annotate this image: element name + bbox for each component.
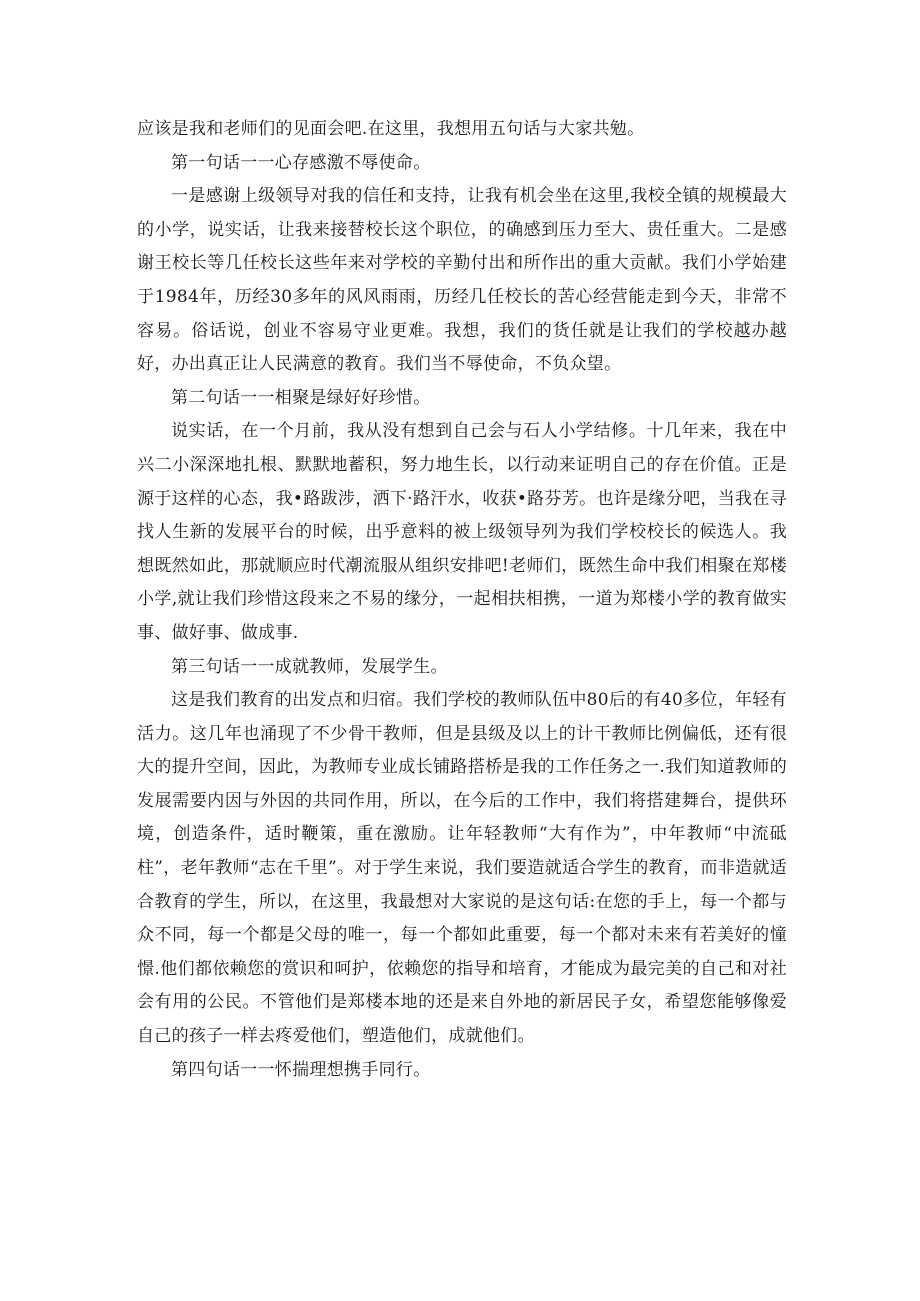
paragraph-destiny: 说实话，在一个月前，我从没有想到自己会与石人小学结修。十几年来，我在中兴二小深深地扎根、默默地蓄积，努力地生长，以行动来证明自己的存在价值。正是源于这样的心态，我•路跋涉，洒下·路汗水，收获•路芬芳。也许是缘分吧，当我在寻找人生新的发展平台的时候，出乎意料的被上级领导列为我们学校校长的候选人。我想既然如此，那就顺应时代潮流服从组织安排吧!老师们，既然生命中我们相聚在郑楼小学,就让我们珍惜这段来之不易的缘分，一起相扶相携，一道为郑楼小学的教育做实事、做好事、做成事. xyxy=(137,421,787,643)
heading-sentence-four: 第四句话一一怀揣理想携手同行。 xyxy=(171,1059,431,1080)
heading-sentence-two: 第二句话一一相聚是绿好好珍惜。 xyxy=(171,387,431,408)
paragraph-gratitude: 一是感谢上级领导对我的信任和支持，让我有机会坐在这里,我校全镇的规模最大的小学，说实话，让我来接替校长这个职位，的确感到压力至大、贵任重大。二是感谢王校长等几任校长这些年来对学校的辛勤付出和所作出的重大贡献。我们小学始建于1984年，历经30多年的风风雨雨，历经几任校长的苦心经营能走到今天，非常不容易。俗话说，创业不容易守业更难。我想，我们的货任就是让我们的学校越办越好，办出真正让人民满意的教育。我们当不辱使命，不负众望。 xyxy=(137,186,787,375)
paragraph-teachers-students: 这是我们教育的出发点和归宿。我们学校的教师队伍中80后的有40多位，年轻有活力。这几年也涌现了不少骨干教师，但是县级及以上的计干教师比例偏低，还有很大的提升空间，因此，为教师专业成长铺路搭桥是我的工作任务之一.我们知道教师的发展需要内因与外因的共同作用，所以，在今后的工作中，我们将搭建舞台，提供环境，创造条件，适时鞭策，重在激励。让年轻教师“大有作为”，中年教师“中流砥柱”，老年教师“志在千里”。对于学生来说，我们要造就适合学生的教育，而非造就适合教育的学生，所以，在这里，我最想对大家说的是这句话:在您的手上，每一个都与众不同，每一个都是父母的唯一，每一个都如此重要，每一个都对未来有若美好的憧憬.他们都依赖您的赏识和呵护，依赖您的指导和培育，才能成为最完美的自己和对社会有用的公民。不管他们是郑楼本地的还是来自外地的新居民子女，希望您能够像爱自己的孩子一样去疼爱他们，塑造他们，成就他们。 xyxy=(137,690,787,1047)
heading-sentence-one: 第一句话一一心存感激不辱使命。 xyxy=(171,152,431,173)
document-body xyxy=(137,113,787,1087)
paragraph-intro: 应该是我和老师们的见面会吧.在这里，我想用五句话与大家共勉。 xyxy=(137,119,645,139)
heading-sentence-three: 第三句话一一成就教师，发展学生。 xyxy=(171,656,448,677)
